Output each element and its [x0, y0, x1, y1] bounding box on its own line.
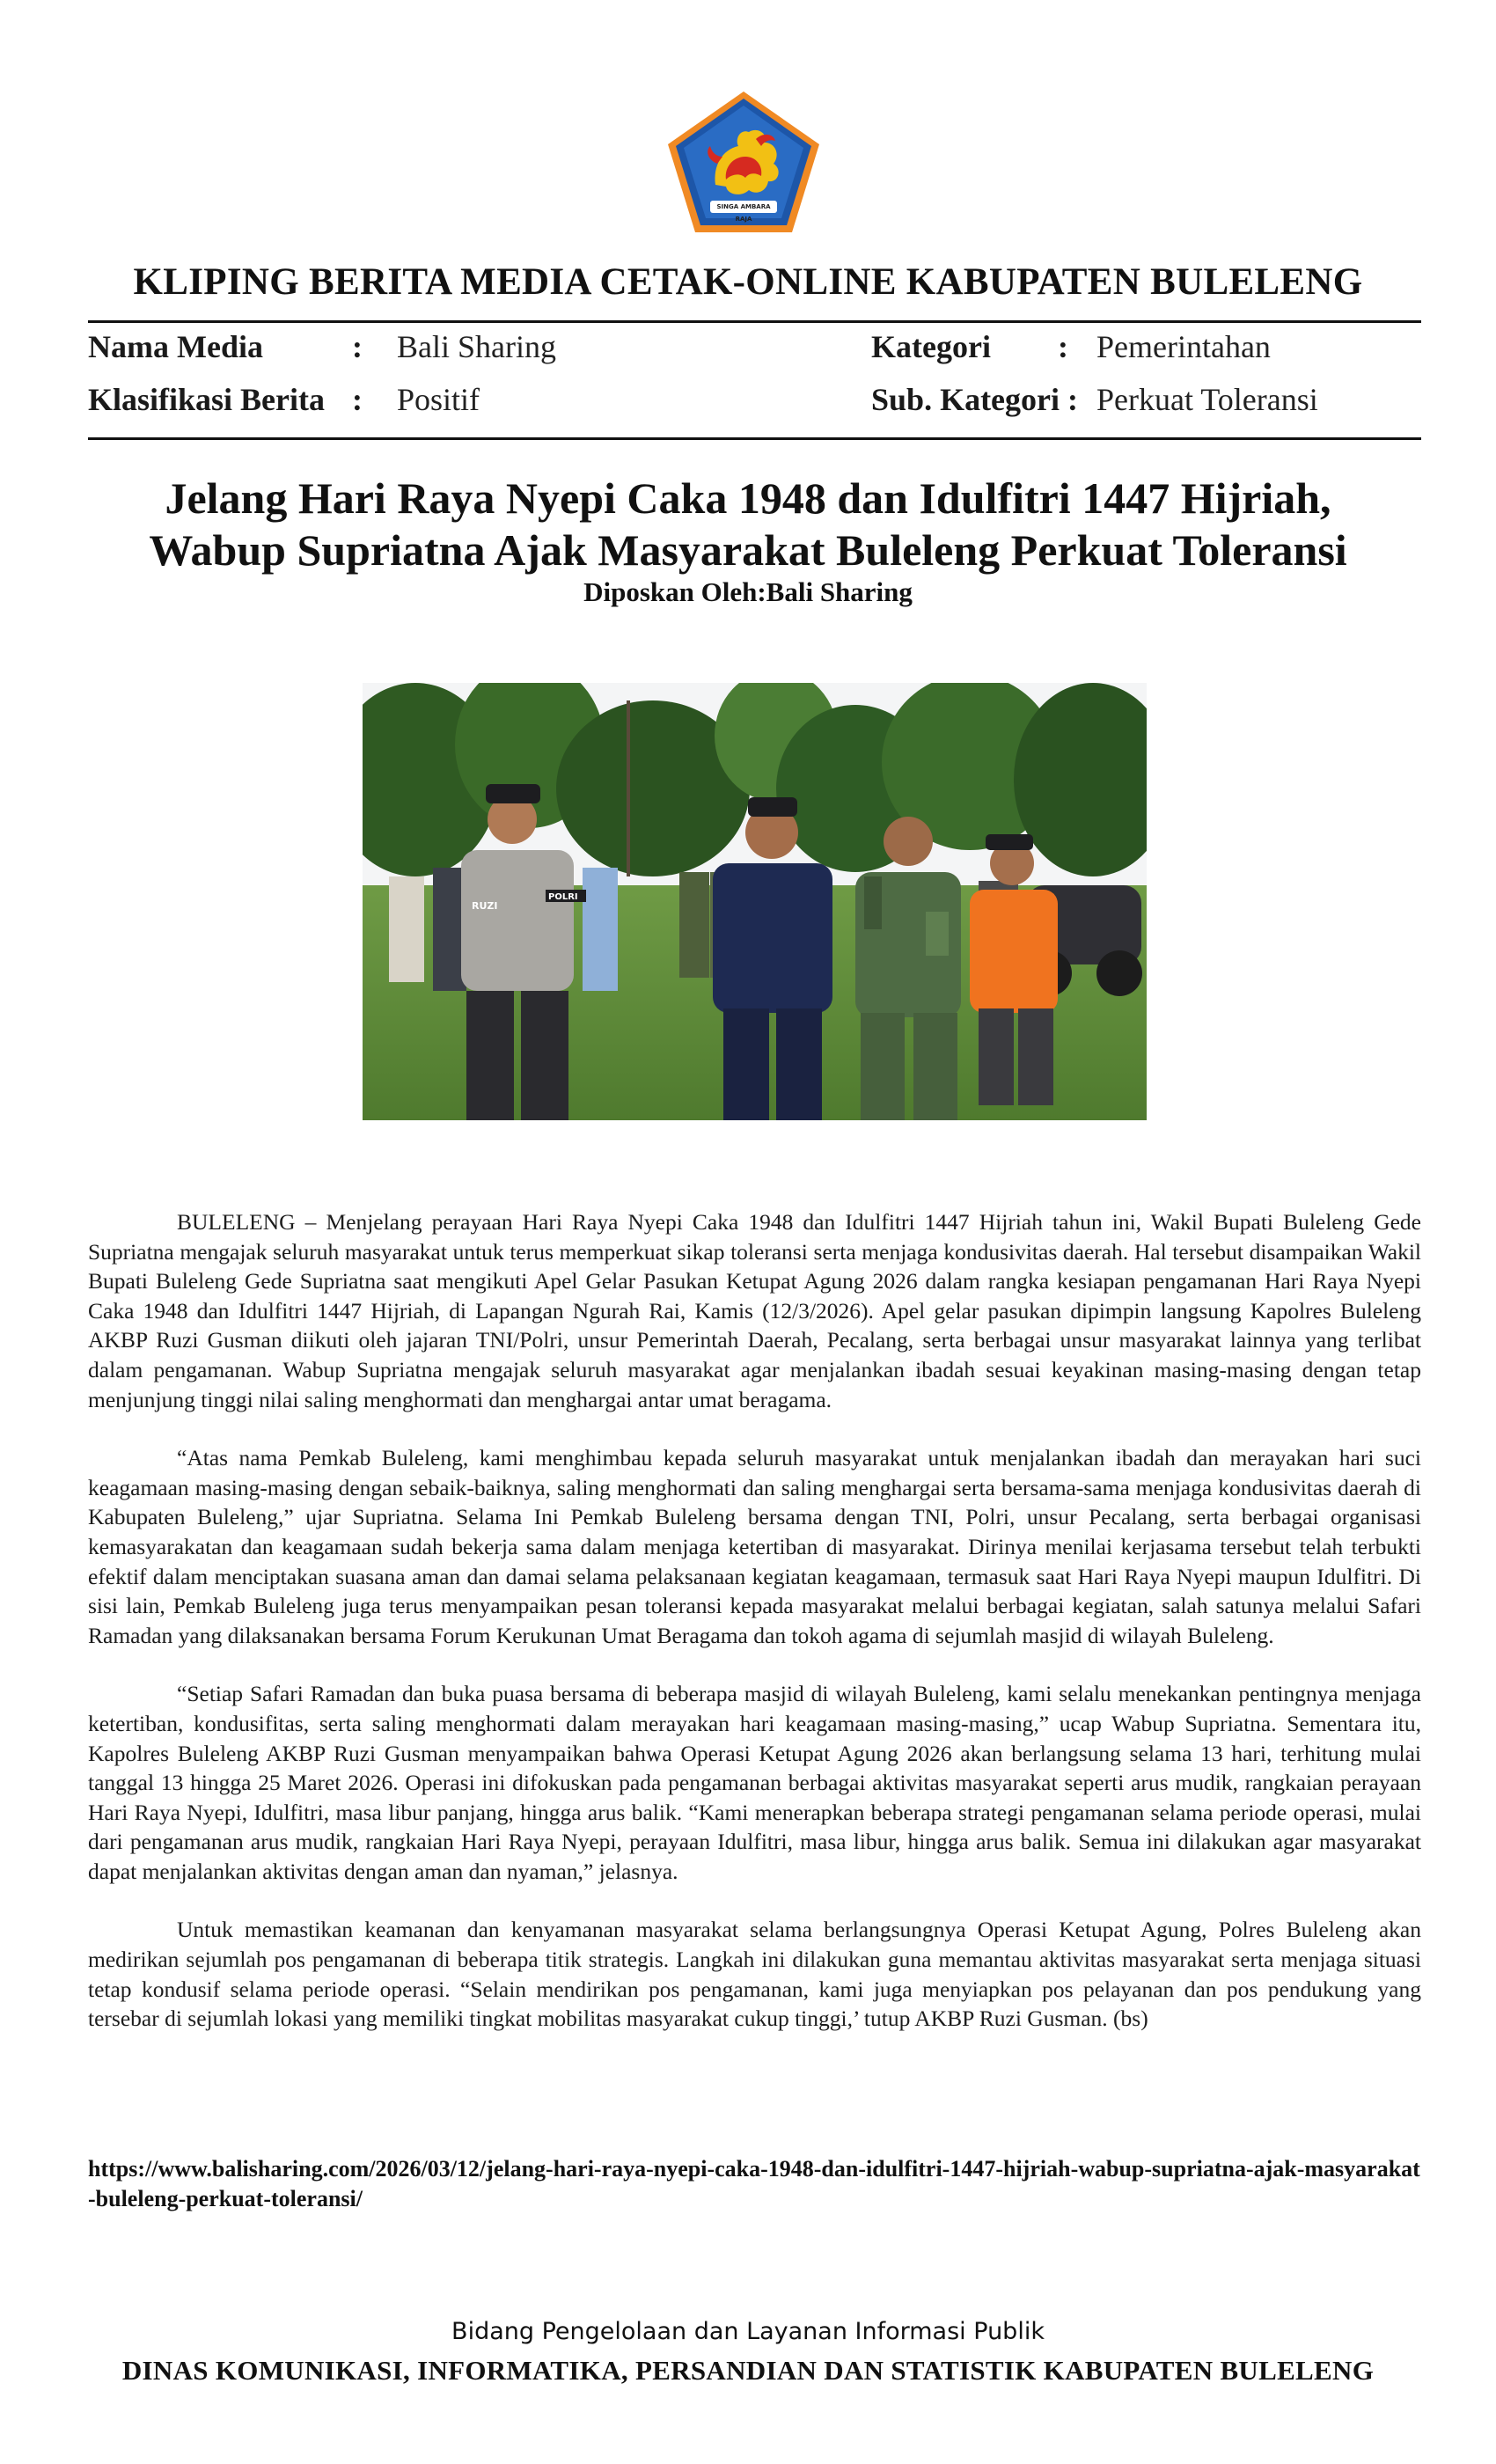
- header-rule-bottom: [88, 437, 1421, 440]
- classification-label: Klasifikasi Berita: [88, 382, 325, 417]
- category-value: Pemerintahan: [1096, 329, 1271, 364]
- footer-division: Bidang Pengelolaan dan Layanan Informasi Publik: [451, 2318, 1045, 2345]
- kabupaten-logo: [664, 88, 823, 236]
- photo-unit-tag: POLRI: [548, 892, 578, 902]
- article-paragraph: BULELENG – Menjelang perayaan Hari Raya Nyepi Caka 1948 dan Idulfitri 1447 Hijriah tahun ini, Wakil Bupati Buleleng Gede Supriatna mengajak seluruh masyarakat untuk terus memperkuat sikap toleransi serta menjaga kondusivitas daerah. Hal tersebut disampaikan Wakil Bupati Buleleng Gede Supriatna saat mengikuti Apel Gelar Pasukan Ketupat Agung 2026 dalam rangka kesiapan pengamanan Hari Raya Nyepi Caka 1948 dan Idulfitri 1447 Hijriah, di Lapangan Ngurah Rai, Kamis (12/3/2026). Apel gelar pasukan dipimpin langsung Kapolres Buleleng AKBP Ruzi Gusman diikuti oleh jajaran TNI/Polri, unsur Pemerintah Daerah, Pecalang, serta berbagai unsur masyarakat lainnya yang terlibat dalam pengamanan. Wabup Supriatna mengajak seluruh masyarakat agar menjalankan ibadah sesuai keyakinan masing-masing dengan tetap menjunjung tinggi nilai saling menghormati dan menghargai antar umat beragama.: [88, 1209, 1421, 1412]
- source-url[interactable]: https://www.balisharing.com/2026/03/12/jelang-hari-raya-nyepi-caka-1948-dan-idulfitri-1447-hijriah-wabup-supriatna-ajak-masyarakat-buleleng-perkuat-toleransi/: [88, 2156, 1420, 2211]
- media-separator: :: [352, 329, 363, 364]
- footer-agency: DINAS KOMUNIKASI, INFORMATIKA, PERSANDIAN DAN STATISTIK KABUPATEN BULELENG: [121, 2355, 1375, 2386]
- article-body: [88, 1207, 1421, 2063]
- media-value: Bali Sharing: [397, 329, 556, 364]
- meta-row-1: [88, 328, 1421, 372]
- classification-separator: :: [352, 382, 363, 417]
- clipping-title: KLIPING BERITA MEDIA CETAK-ONLINE KABUPATEN BULELENG: [133, 261, 1363, 303]
- meta-row-2: [88, 381, 1421, 425]
- category-label: Kategori: [871, 329, 991, 364]
- photo-name-tag: RUZI: [472, 900, 498, 912]
- headline-line-2: Wabup Supriatna Ajak Masyarakat Buleleng Perkuat Toleransi: [149, 525, 1347, 575]
- article-paragraph: “Atas nama Pemkab Buleleng, kami menghimbau kepada seluruh masyarakat untuk menjalankan ibadah dan merayakan hari suci keagamaan masing-masing dengan sebaik-baiknya, saling menghormati dan saling menghargai serta bersama-sama menjaga kondusivitas daerah di Kabupaten Buleleng,” ujar Supriatna. Selama Ini Pemkab Buleleng bersama dengan TNI, Polri, unsur Pecalang, serta berbagai organisasi kemasyarakatan dan keagamaan sudah bekerja sama dalam menjaga ketertiban di masyarakat. Dirinya menilai kerjasama tersebut telah terbukti efektif dalam menciptakan suasana aman dan damai selama pelaksanaan kegiatan keagamaan, termasuk saat Hari Raya Nyepi maupun Idulfitri. Di sisi lain, Pemkab Buleleng juga terus menyampaikan pesan toleransi kepada masyarakat melalui berbagai kegiatan, salah satunya melalui Safari Ramadan yang dilaksanakan bersama Forum Kerukunan Umat Beragama dan tokoh agama di sejumlah masjid di wilayah Buleleng.: [88, 1445, 1421, 1648]
- article-photo: [363, 683, 1147, 1120]
- category-separator: :: [1058, 329, 1068, 364]
- classification-value: Positif: [397, 382, 480, 417]
- logo-motto: SINGA AMBARA RAJA: [716, 203, 771, 223]
- posted-by: Diposkan Oleh:Bali Sharing: [583, 576, 913, 607]
- header-rule-top: [88, 320, 1421, 323]
- article-paragraph: “Setiap Safari Ramadan dan buka puasa bersama di beberapa masjid di wilayah Buleleng, kami selalu menekankan pentingnya menjaga ketertiban, kondusifitas, serta saling menghormati dalam merayakan hari keagamaan masing-masing,” ucap Wabup Supriatna. Sementara itu, Kapolres Buleleng AKBP Ruzi Gusman menyampaikan bahwa Operasi Ketupat Agung 2026 akan berlangsung selama 13 hari, terhitung mulai tanggal 13 hingga 25 Maret 2026. Operasi ini difokuskan pada pengamanan berbagai aktivitas masyarakat seperti arus mudik, rangkaian perayaan Hari Raya Nyepi, Idulfitri, masa libur panjang, hingga arus balik. “Kami menerapkan beberapa strategi pengamanan selama periode operasi, mulai dari pengamanan arus mudik, rangkaian Hari Raya Nyepi, perayaan Idulfitri, masa libur, hingga arus balik. Semua ini dilakukan agar masyarakat dapat menjalankan aktivitas dengan aman dan nyaman,” jelasnya.: [88, 1681, 1421, 1884]
- article-headline: [0, 473, 1496, 576]
- article-paragraph: Untuk memastikan keamanan dan kenyamanan masyarakat selama berlangsungnya Operasi Ketupat Agung, Polres Buleleng akan medirikan sejumlah pos pengamanan di beberapa titik strategis. Langkah ini dilakukan guna memantau aktivitas masyarakat serta menjaga situasi tetap kondusif selama periode operasi. “Selain mendirikan pos pengamanan, kami juga menyiapkan pos pelayanan dan pos pendukung yang tersebar di sejumlah lokasi yang memiliki tingkat mobilitas masyarakat cukup tinggi,’ tutup AKBP Ruzi Gusman. (bs): [88, 1917, 1421, 2032]
- subcategory-label: Sub. Kategori :: [871, 382, 1079, 417]
- media-label: Nama Media: [88, 329, 263, 364]
- headline-line-1: Jelang Hari Raya Nyepi Caka 1948 dan Idulfitri 1447 Hijriah,: [165, 473, 1331, 523]
- subcategory-value: Perkuat Toleransi: [1096, 382, 1318, 417]
